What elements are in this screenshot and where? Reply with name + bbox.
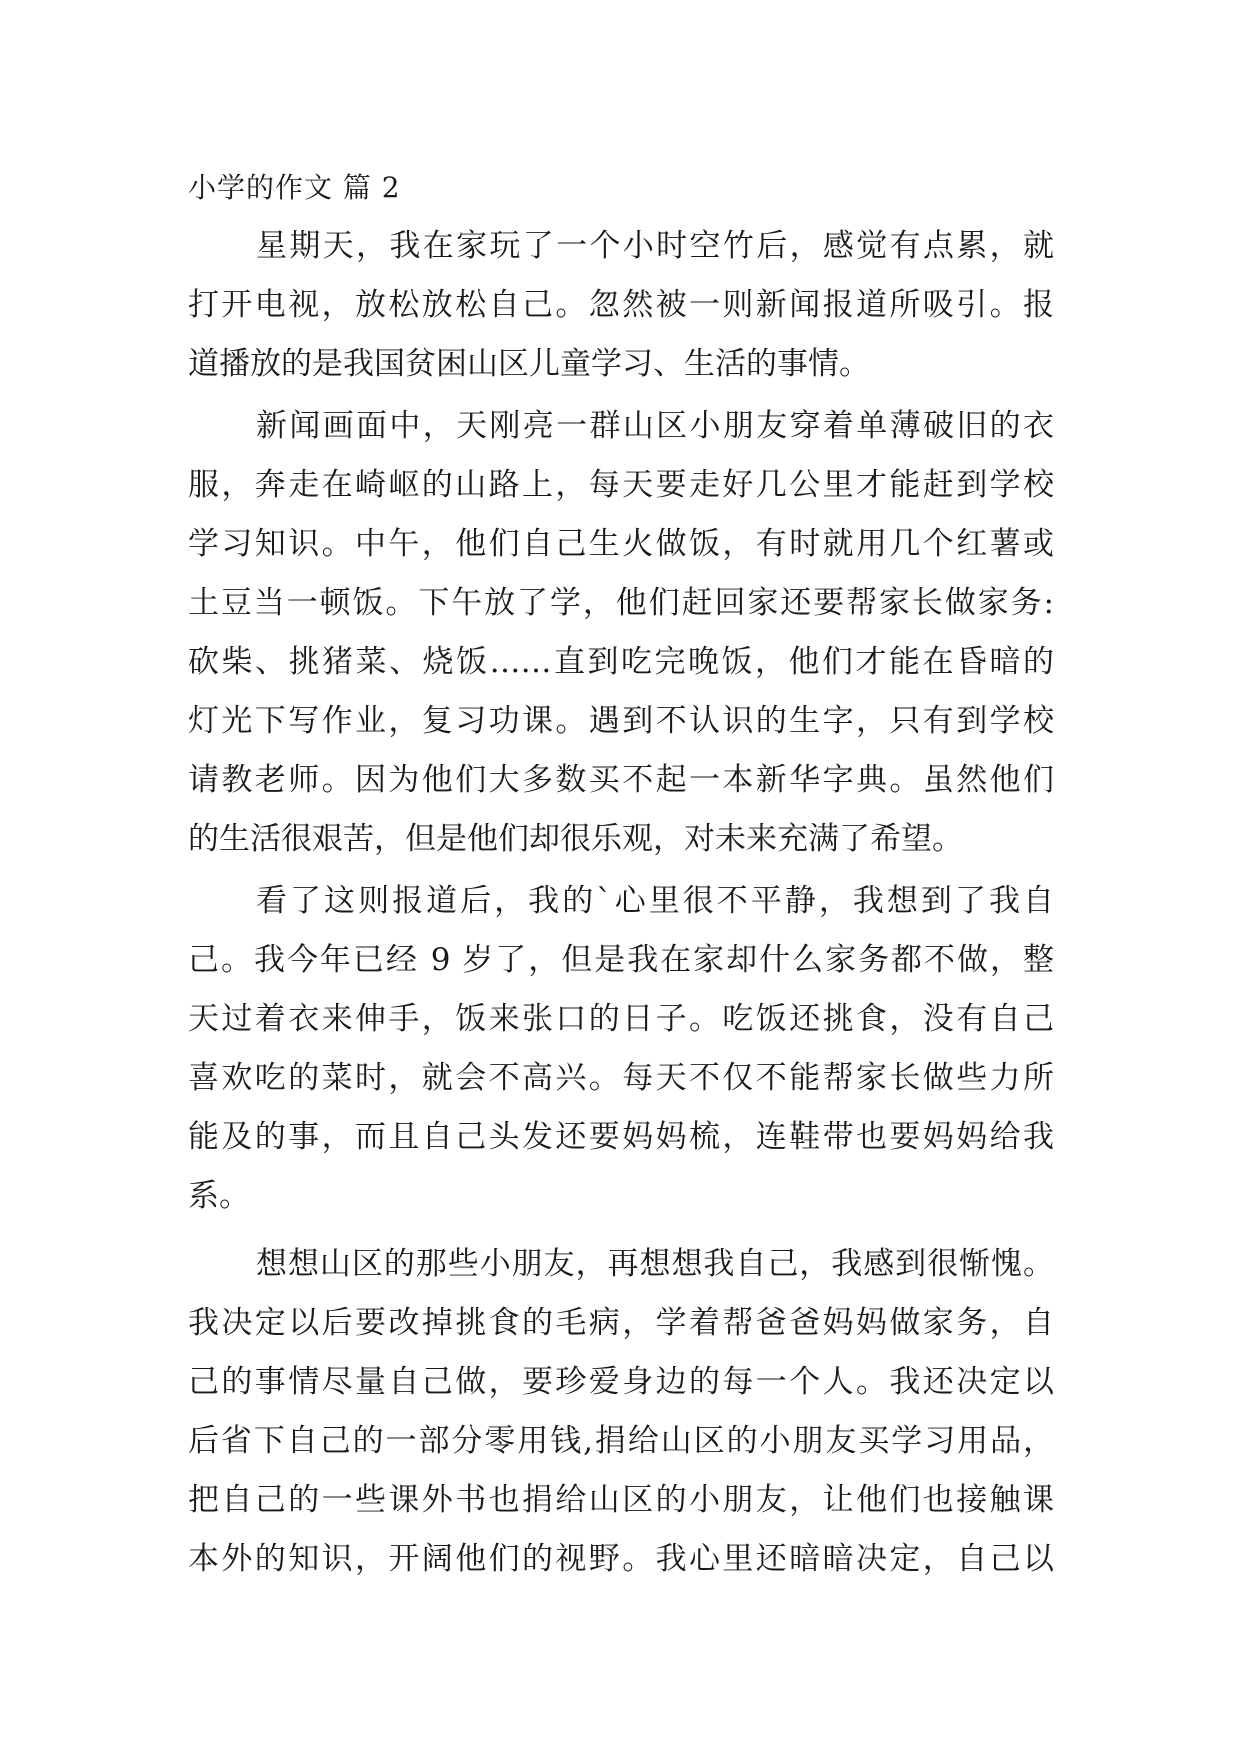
paragraph-3-line-2: 己。我今年已经 9 岁了，但是我在家却什么家务都不做，整 [188, 942, 1054, 978]
paragraph-4-line-6: 本外的知识，开阔他们的视野。我心里还暗暗决定，自己以 [188, 1541, 1054, 1577]
paragraph-1-line-2: 打开电视，放松放松自己。忽然被一则新闻报道所吸引。报 [188, 287, 1054, 323]
document-title: 小学的作文 篇 2 [188, 171, 401, 204]
paragraph-2-line-3: 学习知识。中午，他们自己生火做饭，有时就用几个红薯或 [188, 526, 1054, 562]
paragraph-4-line-3: 己的事情尽量自己做，要珍爱身边的每一个人。我还决定以 [188, 1364, 1054, 1400]
paragraph-3-line-1: 看了这则报道后，我的`心里很不平静，我想到了我自 [256, 883, 1054, 919]
paragraph-2-line-8: 的生活很艰苦，但是他们却很乐观，对未来充满了希望。 [188, 821, 963, 857]
paragraph-1-line-1: 星期天，我在家玩了一个小时空竹后，感觉有点累，就 [256, 228, 1054, 264]
paragraph-3-line-5: 能及的事，而且自己头发还要妈妈梳，连鞋带也要妈妈给我 [188, 1119, 1054, 1155]
paragraph-2-line-6: 灯光下写作业，复习功课。遇到不认识的生字，只有到学校 [188, 703, 1054, 739]
paragraph-2-line-1: 新闻画面中，天刚亮一群山区小朋友穿着单薄破旧的衣 [256, 408, 1054, 444]
paragraph-1-line-3: 道播放的是我国贫困山区儿童学习、生活的事情。 [188, 346, 870, 382]
paragraph-4-line-1: 想想山区的那些小朋友，再想想我自己，我感到很惭愧。 [256, 1246, 1054, 1282]
paragraph-2-line-5: 砍柴、挑猪菜、烧饭……直到吃完晚饭，他们才能在昏暗的 [188, 644, 1054, 680]
paragraph-4-line-4: 后省下自己的一部分零用钱,捐给山区的小朋友买学习用品， [188, 1423, 1054, 1459]
paragraph-2-line-4: 土豆当一顿饭。下午放了学，他们赶回家还要帮家长做家务: [188, 585, 1054, 621]
paragraph-2-line-7: 请教老师。因为他们大多数买不起一本新华字典。虽然他们 [188, 762, 1054, 798]
paragraph-3-line-6: 系。 [188, 1178, 250, 1214]
paragraph-4-line-5: 把自己的一些课外书也捐给山区的小朋友，让他们也接触课 [188, 1482, 1054, 1518]
paragraph-3-line-3: 天过着衣来伸手，饭来张口的日子。吃饭还挑食，没有自己 [188, 1001, 1054, 1037]
paragraph-2-line-2: 服，奔走在崎岖的山路上，每天要走好几公里才能赶到学校 [188, 467, 1054, 503]
paragraph-3-line-4: 喜欢吃的菜时，就会不高兴。每天不仅不能帮家长做些力所 [188, 1060, 1054, 1096]
paragraph-4-line-2: 我决定以后要改掉挑食的毛病，学着帮爸爸妈妈做家务，自 [188, 1305, 1054, 1341]
